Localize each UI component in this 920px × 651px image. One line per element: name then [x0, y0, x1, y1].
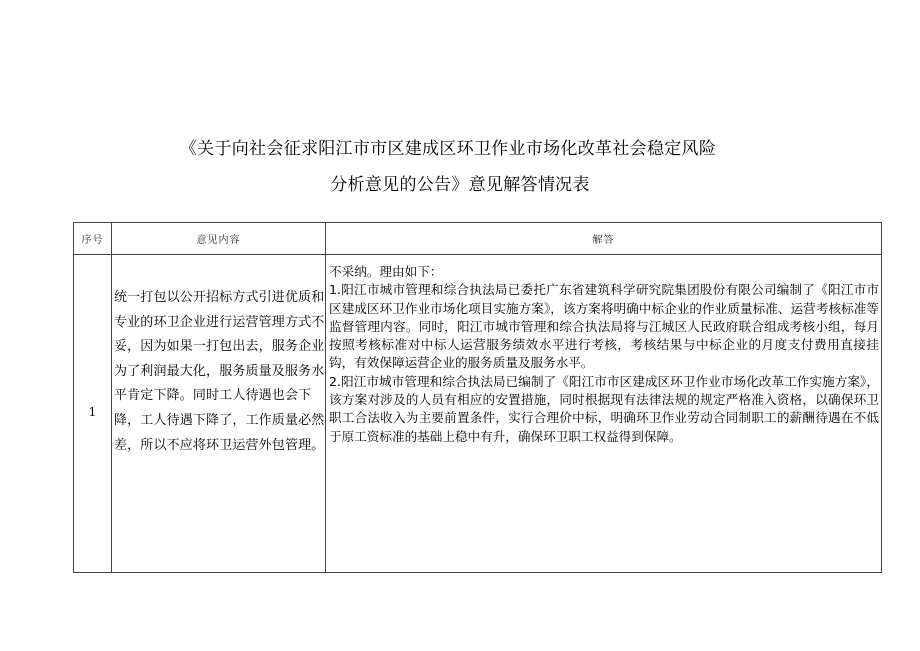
row-serial-number: 1 [74, 255, 112, 573]
table-header-row [74, 223, 882, 255]
row-opinion-content: 统一打包以公开招标方式引进优质和专业的环卫企业进行运营管理方式不妥，因为如果一打包出去，服务企业为了利润最大化，服务质量及服务水平肯定下降。同时工人待遇也会下降，工人待遇下降了，工作质量必然差，所以不应将环卫运营外包管理。 [112, 255, 326, 573]
answer-point-1: 1.阳江市城市管理和综合执法局已委托广东省建筑科学研究院集团股份有限公司编制了《阳江市市区建成区环卫作业市场化项目实施方案》，该方案将明确中标企业的作业质量标准、运营考核标准等监督管理内容。同时，阳江市城市管理和综合执法局将与江城区人民政府联合组成考核小组，每月按照考核标准对中标人运营服务绩效水平进行考核，考核结果与中标企业的月度支付费用直接挂钩，有效保障运营企业的服务质量及服务水平。 [329, 282, 879, 371]
answer-point-2: 2.阳江市城市管理和综合执法局已编制了《阳江市市区建成区环卫作业市场化改革工作实施方案》，该方案对涉及的人员有相应的安置措施，同时根据现有法律法规的规定严格准入资格，以确保环卫职工合法收入为主要前置条件，实行合理价中标，明确环卫作业劳动合同制职工的薪酬待遇在不低于原工资标准的基础上稳中有升，确保环卫职工权益得到保障。 [329, 373, 879, 444]
table-row [74, 255, 882, 573]
document-title-line-1: 《关于向社会征求阳江市市区建成区环卫作业市场化改革社会稳定风险 [179, 139, 717, 159]
document-title-line-2: 分析意见的公告》意见解答情况表 [330, 175, 590, 195]
header-answer: 解答 [326, 223, 882, 255]
header-opinion-content: 意见内容 [112, 223, 326, 255]
row-answer [326, 255, 882, 573]
header-serial-number: 序号 [74, 223, 112, 255]
answer-intro: 不采纳。理由如下： [329, 264, 443, 279]
opinion-response-table [73, 222, 882, 573]
